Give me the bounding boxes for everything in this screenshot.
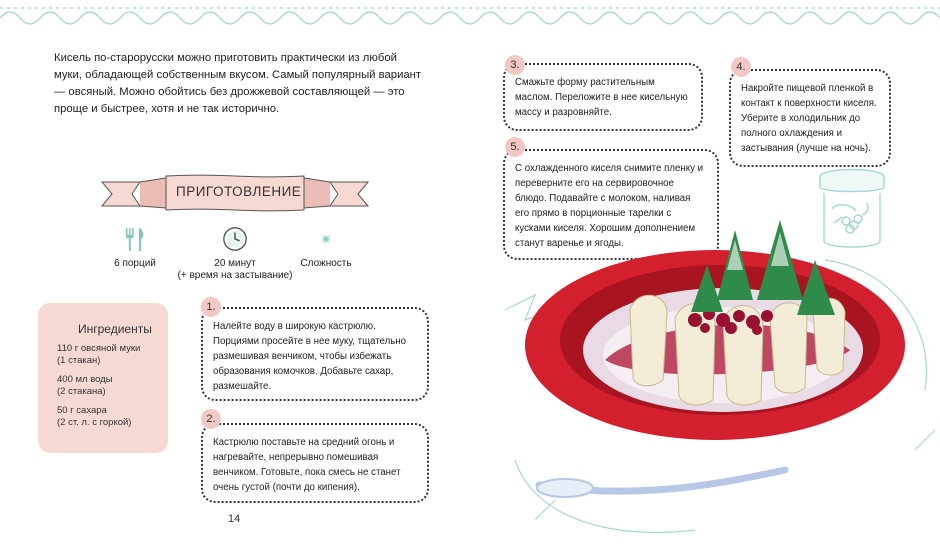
- step-1-number: 1.: [201, 297, 221, 317]
- ingredients-panel: [38, 303, 168, 453]
- step-3-box: [503, 63, 703, 131]
- step-2-text: Кастрюлю поставьте на средний огонь и нагревайте, непрерывно помешивая венчиком. Готовьте, пока смесь не станет очень густой (почти до кипения).: [213, 437, 401, 493]
- step-4-text: Накройте пищевой пленкой в контакт к поверхности киселя. Уберите в холодильник до полного охлаждения и застывания (лучше на ночь).: [741, 83, 877, 154]
- step-5-text: С охлажденного киселя снимите пленку и переверните его на сервировочное блюдо. Подавайте с молоком, наливая его прямо в порционные тарелки с кусками киселя. Хорошим дополнением станут варенье и ягоды.: [515, 163, 704, 249]
- kissel-dish-illustration: [495, 200, 940, 555]
- step-3-number: 3.: [505, 55, 525, 75]
- difficulty-label: Сложность: [300, 258, 352, 269]
- step-5-number: 5.: [505, 137, 525, 157]
- ingredient-amount: 400 мл воды: [57, 374, 113, 385]
- ingredient-item: [57, 374, 167, 398]
- ingredient-note: (1 стакан): [57, 355, 101, 366]
- snowflake-icon: [311, 226, 341, 252]
- ingredient-item: [57, 405, 167, 429]
- ingredient-item: [57, 343, 167, 367]
- ingredient-amount: 110 г овсяной муки: [57, 343, 141, 354]
- time-label: 20 минут: [214, 258, 256, 269]
- step-4-number: 4.: [731, 57, 751, 77]
- step-4-box: [729, 69, 891, 167]
- ingredient-note: (2 стакана): [57, 386, 106, 397]
- step-2-number: 2.: [201, 409, 221, 429]
- step-2-box: [201, 423, 429, 503]
- clock-icon: [220, 226, 250, 252]
- lace-border: [0, 0, 940, 26]
- step-1-text: Налейте воду в широкую кастрюлю. Порциями просейте в нее муку, тщательно размешивая венчиком, чтобы избежать образования комочков. Добавьте сахар, размешайте.: [213, 321, 407, 392]
- time-note: (+ время на застывание): [177, 270, 293, 281]
- step-1-box: [201, 307, 429, 401]
- cutlery-icon: [120, 226, 150, 252]
- section-title: ПРИГОТОВЛЕНИЕ: [176, 184, 302, 199]
- ingredient-note: (2 ст. л. с горкой): [57, 417, 132, 428]
- difficulty-info: [261, 226, 391, 270]
- ingredients-list: [57, 343, 167, 436]
- intro-paragraph: Кисель по-старорусски можно приготовить практически из любой муки, обладающей собственным вкусом. Самый популярный вариант — овсяный. Можно обойтись без дрожжевой составляющей — это проще и быстрее, хотя и не так исторично.: [54, 52, 422, 115]
- ingredients-title: Ингредиенты: [78, 322, 152, 336]
- ingredient-amount: 50 г сахара: [57, 405, 107, 416]
- step-3-text: Смажьте форму растительным маслом. Переложите в нее кисельную массу и разровняйте.: [515, 77, 688, 118]
- page-number: 14: [228, 513, 241, 525]
- servings-label: 6 порций: [114, 258, 156, 269]
